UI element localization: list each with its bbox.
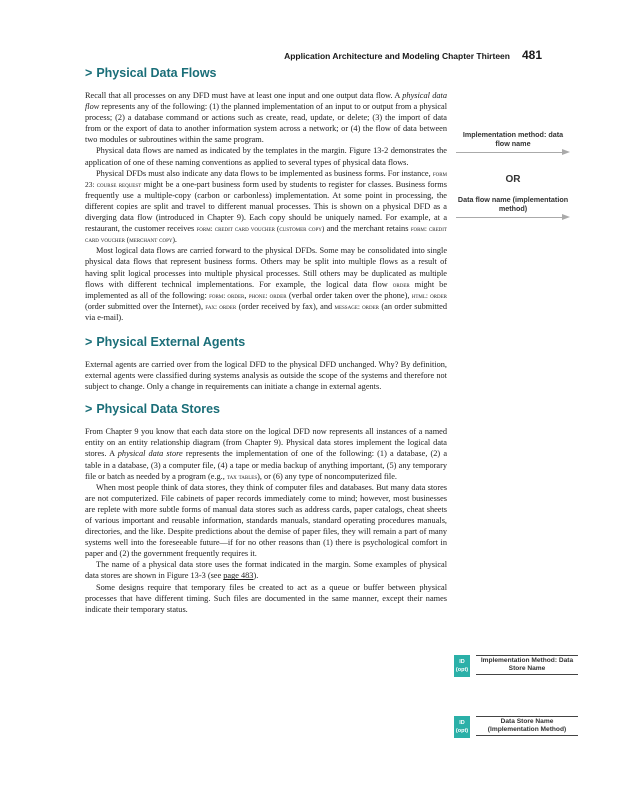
- running-title: Application Architecture and Modeling Chapter Thirteen: [284, 51, 510, 61]
- data-store-id-box: ID (opt): [454, 716, 470, 738]
- flow-arrow-icon: [456, 150, 570, 156]
- margin-store-template-1: [454, 655, 578, 677]
- data-store-label: Implementation Method: Data Store Name: [476, 655, 578, 675]
- paragraph: When most people think of data stores, they think of computer files and databases. But many data stores are not computerized. File cabinets of paper records immediately come to mind; however, most businesses are replete with more subtle forms of manual data stores such as address cards, paper catalogs, cheat sheets of various important and reusable information, standards manuals, standard operating procedures manuals, directories, and the like. Despite predictions about the demise of paper files, they will remain a part of many systems well into the foreseeable future—if for no other reasons than (1) there is psychological comfort in paper and (2) the government frequently requires it.: [85, 482, 447, 559]
- chevron-right-icon: >: [85, 402, 93, 417]
- flow-arrow-icon: [456, 215, 570, 221]
- running-header: [60, 48, 542, 62]
- data-flow-name: form: credit card voucher (customer copy): [196, 224, 325, 234]
- section-physical-external-agents: [85, 335, 447, 392]
- margin-store-template-2: [454, 716, 578, 738]
- section-heading: > Physical Data Stores: [85, 402, 220, 417]
- paragraph: Some designs require that temporary files be created to act as a queue or buffer between physical processes that have different timing. Such files are documented in the same manner, except their names indicate their temporary status.: [85, 582, 447, 614]
- term: physical data flow: [85, 91, 447, 112]
- data-flow-name: message: order: [334, 301, 380, 311]
- section-physical-data-flows: [85, 66, 447, 323]
- data-flow-name: form 23: course request: [85, 168, 447, 189]
- page-link[interactable]: page 483: [223, 571, 254, 581]
- data-store-id-box: ID (opt): [454, 655, 470, 677]
- paragraph: Physical data flows are named as indicated by the templates in the margin. Figure 13-2 demonstrates the application of one of these naming conventions as applied to several types of physical data flows.: [85, 146, 447, 167]
- margin-flow-template-2: [456, 195, 570, 221]
- paragraph: Recall that all processes on any DFD must have at least one input and one output data flow. A physical data flow represents any of the following: (1) the planned implementation of an input to or output from a physical process; (2) a database command or actions such as create, read, update, or delete; (3) the import of data from or the export of data to another information system across a network; or (4) the flow of data between two modules or subroutines within the same program.: [85, 91, 447, 145]
- margin-note: Data flow name (implementation method): [457, 195, 569, 213]
- data-flow-name: fax: order: [205, 301, 237, 311]
- data-store-label: Data Store Name (Implementation Method): [476, 716, 578, 736]
- chevron-right-icon: >: [85, 66, 93, 80]
- margin-or: [456, 174, 570, 185]
- section-heading: > Physical External Agents: [85, 334, 246, 349]
- or-label: OR: [505, 174, 521, 185]
- paragraph: The name of a physical data store uses the format indicated in the margin. Some examples of physical data stores are shown in Figure 13-3 (see page 483).: [85, 560, 447, 581]
- margin-note: Implementation method: data flow name: [462, 130, 564, 148]
- term: physical data store: [117, 449, 183, 459]
- data-flow-name: form: credit card voucher (merchant copy): [85, 224, 447, 245]
- page-number: 481: [521, 48, 542, 62]
- paragraph: Most logical data flows are carried forward to the physical DFDs. Some may be consolidated into single physical data flows that represent business forms. Others may be split into multiple flows as a result of having split logical processes into multiple physical processes. Still others may be duplicated as multiple flows with different technical implementations. For example, the logical data flow order might be implemented as all of the following: form: order, phone: order (verbal order taken over the phone), html: order (order submitted over the Internet), fax: order (order received by fax), and message: order (an order submitted via e-mail).: [85, 246, 448, 322]
- section-physical-data-stores: [85, 402, 447, 615]
- section-heading: > Physical Data Flows: [85, 66, 217, 80]
- chevron-right-icon: >: [85, 334, 93, 349]
- paragraph: Physical DFDs must also indicate any data flows to be implemented as business forms. For instance, form 23: course request might be a one-part business form used by students to register for classes. Business forms frequently use a multiple-copy (carbon or carbonless) implementation. At some point in processing, the different copies are split and travel to different manual processes. This is shown on a physical DFD as a diverging data flow (introduced in Chapter 9). Each copy should be uniquely named. For example, at a restaurant, the customer receives form: credit card voucher (customer copy) and the merchant retains form: credit card voucher (merchant copy).: [85, 168, 447, 245]
- main-text: [85, 66, 447, 615]
- paragraph: External agents are carried over from the logical DFD to the physical DFD unchanged. Why? By definition, external agents were classified during systems analysis as outside the scope of the systems and therefore not subject to change. Only a change in requirements can initiate a change in external agents.: [85, 359, 447, 392]
- data-flow-name: order: [392, 279, 410, 289]
- data-flow-name: form: order: [209, 290, 245, 300]
- data-flow-name: html: order: [411, 290, 448, 300]
- paragraph: From Chapter 9 you know that each data store on the logical DFD now represents all instances of a named entity on an entity relationship diagram (from Chapter 9). Physical data stores implement the logical data stores. A physical data store represents the implementation of one of the following: (1) a database, (2) a table in a database, (3) a computer file, (4) a tape or media backup of anything important, (5) any temporary file or batch as needed by a program (e.g., tax tables), or (6) any type of noncomputerized file.: [85, 427, 448, 481]
- margin-flow-template-1: [456, 130, 570, 156]
- data-flow-name: tax tables: [226, 471, 258, 481]
- data-flow-name: phone: order: [248, 290, 287, 300]
